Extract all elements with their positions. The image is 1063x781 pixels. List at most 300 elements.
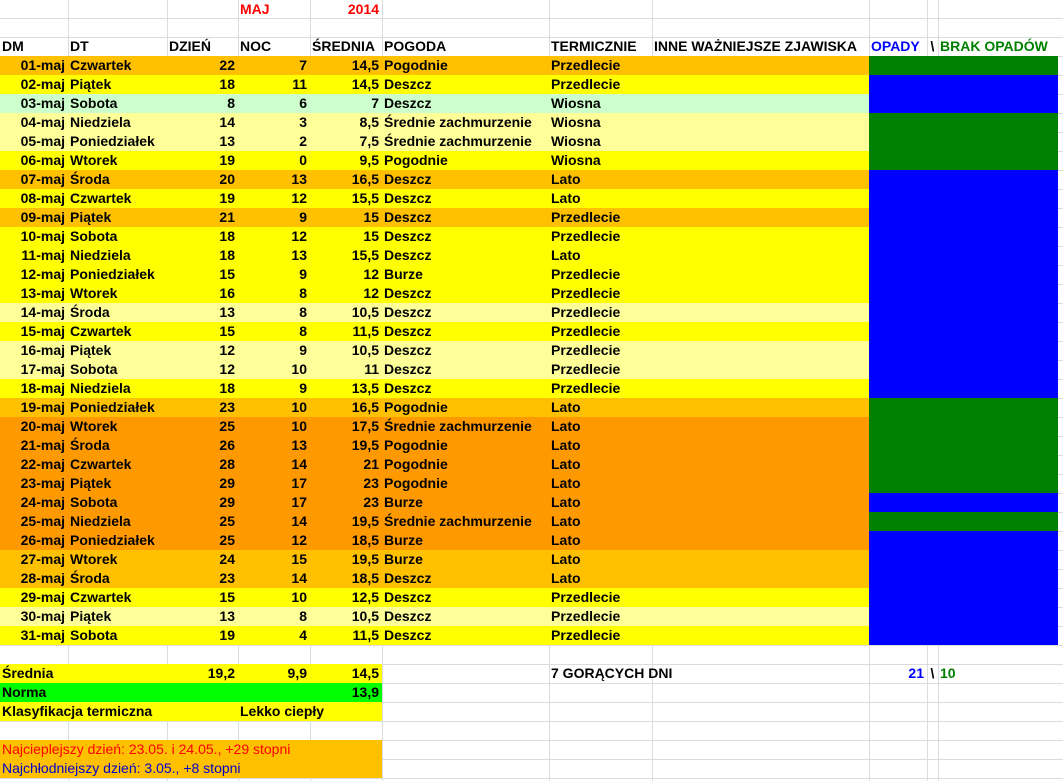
row-night-temp[interactable]: 10 — [291, 418, 307, 434]
row-date[interactable]: 21-maj — [20, 437, 65, 453]
row-day-temp[interactable]: 15 — [219, 323, 235, 339]
row-night-temp[interactable]: 8 — [299, 323, 307, 339]
row-date[interactable]: 11-maj — [21, 247, 65, 263]
table-row — [0, 246, 1063, 265]
row-weekday[interactable]: Piątek — [70, 209, 112, 225]
row-date[interactable]: 06-maj — [20, 152, 65, 168]
table-row — [0, 379, 1063, 398]
precip-indicator[interactable] — [869, 189, 1058, 208]
row-day-temp[interactable]: 29 — [219, 475, 235, 491]
row-thermal[interactable]: Lato — [551, 551, 581, 567]
hot-days-count[interactable]: 7 GORĄCYCH DNI — [551, 665, 673, 681]
table-row — [0, 284, 1063, 303]
row-date[interactable]: 17-maj — [20, 361, 65, 377]
row-thermal[interactable]: Lato — [551, 475, 581, 491]
precip-indicator[interactable] — [869, 322, 1058, 341]
row-mean-temp[interactable]: 15 — [363, 209, 379, 225]
row-date[interactable]: 22-maj — [20, 456, 65, 472]
row-weather[interactable]: Deszcz — [384, 171, 432, 187]
row-weather[interactable]: Deszcz — [384, 570, 432, 586]
row-thermal[interactable]: Lato — [551, 570, 581, 586]
table-row — [0, 626, 1063, 645]
row-mean-temp[interactable]: 15,5 — [351, 247, 379, 263]
row-day-temp[interactable]: 12 — [219, 361, 235, 377]
row-night-temp[interactable]: 9 — [299, 209, 307, 225]
row-day-temp[interactable]: 19 — [219, 627, 235, 643]
row-weekday[interactable]: Poniedziałek — [70, 133, 155, 149]
row-mean-temp[interactable]: 18,5 — [351, 570, 379, 586]
row-mean-temp[interactable]: 7 — [371, 95, 379, 111]
row-mean-temp[interactable]: 19,5 — [351, 513, 379, 529]
row-weekday[interactable]: Wtorek — [70, 285, 118, 301]
row-weekday[interactable]: Poniedziałek — [70, 266, 155, 282]
row-weather[interactable]: Średnie zachmurzenie — [384, 133, 532, 149]
row-day-temp[interactable]: 26 — [219, 437, 235, 453]
row-night-temp[interactable]: 10 — [291, 399, 307, 415]
header-row — [0, 37, 1063, 56]
precip-indicator[interactable] — [869, 303, 1058, 322]
row-date[interactable]: 23-maj — [20, 475, 65, 491]
row-weather[interactable]: Pogodnie — [384, 437, 448, 453]
row-weather[interactable]: Deszcz — [384, 95, 432, 111]
row-weekday[interactable]: Czwartek — [70, 190, 132, 206]
row-thermal[interactable]: Przedlecie — [551, 304, 621, 320]
row-weekday[interactable]: Sobota — [70, 361, 118, 377]
table-row — [0, 550, 1063, 569]
row-weather[interactable]: Deszcz — [384, 380, 432, 396]
row-date[interactable]: 12-maj — [20, 266, 65, 282]
precip-indicator[interactable] — [869, 265, 1058, 284]
row-date[interactable]: 27-maj — [20, 551, 65, 567]
row-weekday[interactable]: Środa — [70, 570, 110, 586]
row-mean-temp[interactable]: 23 — [363, 494, 379, 510]
header-termicznie[interactable]: TERMICZNIE — [551, 38, 637, 54]
header-opady[interactable]: OPADY — [871, 38, 920, 54]
row-weekday[interactable]: Wtorek — [70, 418, 118, 434]
row-thermal[interactable]: Wiosna — [551, 114, 601, 130]
row-day-temp[interactable]: 25 — [219, 513, 235, 529]
row-mean-temp[interactable]: 15 — [363, 228, 379, 244]
row-weather[interactable]: Deszcz — [384, 209, 432, 225]
row-date[interactable]: 03-maj — [20, 95, 65, 111]
row-weather[interactable]: Deszcz — [384, 228, 432, 244]
precip-indicator[interactable] — [869, 170, 1058, 189]
row-day-temp[interactable]: 16 — [219, 285, 235, 301]
row-night-temp[interactable]: 12 — [291, 228, 307, 244]
row-weekday[interactable]: Środa — [70, 437, 110, 453]
row-night-temp[interactable]: 11 — [292, 76, 307, 92]
row-thermal[interactable]: Przedlecie — [551, 228, 621, 244]
row-mean-temp[interactable]: 17,5 — [351, 418, 379, 434]
precip-indicator[interactable] — [869, 436, 1058, 455]
row-night-temp[interactable]: 0 — [299, 152, 307, 168]
row-date[interactable]: 24-maj — [20, 494, 65, 510]
row-thermal[interactable]: Przedlecie — [551, 627, 621, 643]
row-thermal[interactable]: Przedlecie — [551, 209, 621, 225]
row-thermal[interactable]: Przedlecie — [551, 323, 621, 339]
row-date[interactable]: 18-maj — [20, 380, 65, 396]
row-thermal[interactable]: Przedlecie — [551, 608, 621, 624]
norma-label[interactable]: Norma — [2, 684, 47, 700]
row-weekday[interactable]: Czwartek — [70, 456, 132, 472]
row-night-temp[interactable]: 2 — [299, 133, 307, 149]
row-thermal[interactable]: Wiosna — [551, 152, 601, 168]
precip-indicator[interactable] — [869, 493, 1058, 512]
table-row — [0, 607, 1063, 626]
row-night-temp[interactable]: 8 — [299, 285, 307, 301]
row-weekday[interactable]: Sobota — [70, 228, 118, 244]
row-weekday[interactable]: Piątek — [70, 342, 112, 358]
row-mean-temp[interactable]: 16,5 — [351, 171, 379, 187]
row-night-temp[interactable]: 14 — [291, 570, 307, 586]
row-mean-temp[interactable]: 19,5 — [351, 437, 379, 453]
row-weather[interactable]: Burze — [384, 532, 423, 548]
precip-indicator[interactable] — [869, 284, 1058, 303]
row-night-temp[interactable]: 10 — [291, 361, 307, 377]
row-weekday[interactable]: Wtorek — [70, 551, 118, 567]
row-date[interactable]: 20-maj — [20, 418, 65, 434]
row-night-temp[interactable]: 10 — [291, 589, 307, 605]
row-night-temp[interactable]: 12 — [291, 532, 307, 548]
precip-indicator[interactable] — [869, 569, 1058, 588]
row-weather[interactable]: Deszcz — [384, 342, 432, 358]
row-night-temp[interactable]: 9 — [299, 380, 307, 396]
row-night-temp[interactable]: 14 — [291, 513, 307, 529]
table-row — [0, 398, 1063, 417]
klasyfikacja-value[interactable]: Lekko ciepły — [240, 703, 325, 719]
row-date[interactable]: 07-maj — [20, 171, 65, 187]
row-night-temp[interactable]: 9 — [299, 266, 307, 282]
norma-value[interactable]: 13,9 — [351, 684, 379, 700]
precip-indicator[interactable] — [869, 379, 1058, 398]
row-weather[interactable]: Deszcz — [384, 247, 432, 263]
row-weekday[interactable]: Wtorek — [70, 152, 118, 168]
precip-indicator[interactable] — [869, 531, 1058, 550]
srednia-noc[interactable]: 9,9 — [287, 665, 307, 681]
row-weekday[interactable]: Poniedziałek — [70, 532, 155, 548]
row-date[interactable]: 29-maj — [20, 589, 65, 605]
row-weekday[interactable]: Piątek — [70, 76, 112, 92]
row-day-temp[interactable]: 18 — [219, 228, 235, 244]
row-night-temp[interactable]: 12 — [291, 190, 307, 206]
row-weather[interactable]: Deszcz — [384, 190, 432, 206]
header-noc[interactable]: NOC — [240, 38, 272, 54]
row-weather[interactable]: Deszcz — [384, 323, 432, 339]
row-date[interactable]: 15-maj — [20, 323, 65, 339]
header-pogoda[interactable]: POGODA — [384, 38, 447, 54]
row-date[interactable]: 10-maj — [20, 228, 65, 244]
precip-indicator[interactable] — [869, 113, 1058, 132]
row-mean-temp[interactable]: 12 — [363, 266, 379, 282]
row-mean-temp[interactable]: 21 — [363, 456, 379, 472]
row-day-temp[interactable]: 23 — [219, 570, 235, 586]
table-row — [0, 493, 1063, 512]
hottest-day-note[interactable]: Najcieplejszy dzień: 23.05. i 24.05., +29 stopni — [2, 741, 291, 757]
row-thermal[interactable]: Lato — [551, 171, 581, 187]
row-weather[interactable]: Deszcz — [384, 627, 432, 643]
row-thermal[interactable]: Przedlecie — [551, 361, 621, 377]
row-night-temp[interactable]: 8 — [299, 304, 307, 320]
row-weather[interactable]: Deszcz — [384, 76, 432, 92]
table-row — [0, 569, 1063, 588]
table-row — [0, 170, 1063, 189]
year-label[interactable]: 2014 — [347, 1, 379, 17]
row-weather[interactable]: Deszcz — [384, 361, 432, 377]
row-date[interactable]: 02-maj — [20, 76, 65, 92]
row-day-temp[interactable]: 29 — [219, 494, 235, 510]
table-row — [0, 588, 1063, 607]
row-thermal[interactable]: Wiosna — [551, 133, 601, 149]
row-thermal[interactable]: Przedlecie — [551, 266, 621, 282]
header-separator[interactable]: \ — [930, 38, 935, 54]
table-row — [0, 531, 1063, 550]
precip-indicator[interactable] — [869, 341, 1058, 360]
row-mean-temp[interactable]: 12,5 — [351, 589, 379, 605]
row-mean-temp[interactable]: 19,5 — [351, 551, 379, 567]
klasyfikacja-label[interactable]: Klasyfikacja termiczna — [2, 703, 153, 719]
row-mean-temp[interactable]: 16,5 — [351, 399, 379, 415]
row-mean-temp[interactable]: 15,5 — [351, 190, 379, 206]
row-date[interactable]: 16-maj — [20, 342, 65, 358]
month-label[interactable]: MAJ — [240, 1, 270, 17]
row-thermal[interactable]: Przedlecie — [551, 589, 621, 605]
header-srednia[interactable]: ŚREDNIA — [312, 38, 376, 54]
row-day-temp[interactable]: 18 — [219, 380, 235, 396]
row-weather[interactable]: Burze — [384, 266, 423, 282]
row-thermal[interactable]: Wiosna — [551, 95, 601, 111]
row-night-temp[interactable]: 17 — [291, 494, 307, 510]
row-date[interactable]: 09-maj — [20, 209, 65, 225]
row-day-temp[interactable]: 25 — [219, 532, 235, 548]
row-weather[interactable]: Deszcz — [384, 285, 432, 301]
row-thermal[interactable]: Przedlecie — [551, 57, 621, 73]
row-night-temp[interactable]: 13 — [291, 171, 307, 187]
row-mean-temp[interactable]: 14,5 — [351, 57, 379, 73]
row-weather[interactable]: Pogodnie — [384, 57, 448, 73]
row-day-temp[interactable]: 13 — [219, 304, 235, 320]
row-thermal[interactable]: Przedlecie — [551, 342, 621, 358]
precip-indicator[interactable] — [869, 417, 1058, 436]
row-weekday[interactable]: Niedziela — [70, 114, 131, 130]
row-day-temp[interactable]: 13 — [219, 133, 235, 149]
row-night-temp[interactable]: 4 — [299, 627, 307, 643]
row-day-temp[interactable]: 19 — [219, 152, 235, 168]
row-thermal[interactable]: Lato — [551, 437, 581, 453]
row-thermal[interactable]: Lato — [551, 456, 581, 472]
coldest-row — [0, 759, 1063, 778]
row-mean-temp[interactable]: 10,5 — [351, 304, 379, 320]
header-dt[interactable]: DT — [70, 38, 89, 54]
row-night-temp[interactable]: 3 — [299, 114, 307, 130]
precip-indicator[interactable] — [869, 94, 1058, 113]
precip-indicator[interactable] — [869, 588, 1058, 607]
row-weather[interactable]: Deszcz — [384, 304, 432, 320]
summary-separator[interactable]: \ — [930, 665, 935, 681]
row-mean-temp[interactable]: 11,5 — [352, 323, 379, 339]
row-date[interactable]: 19-maj — [20, 399, 65, 415]
precip-indicator[interactable] — [869, 56, 1058, 75]
summary-srednia-row — [0, 664, 1063, 683]
row-mean-temp[interactable]: 23 — [363, 475, 379, 491]
row-day-temp[interactable]: 15 — [219, 589, 235, 605]
row-night-temp[interactable]: 6 — [299, 95, 307, 111]
row-night-temp[interactable]: 8 — [299, 608, 307, 624]
table-row — [0, 113, 1063, 132]
row-mean-temp[interactable]: 13,5 — [351, 380, 379, 396]
row-thermal[interactable]: Lato — [551, 190, 581, 206]
row-weekday[interactable]: Sobota — [70, 627, 118, 643]
row-weekday[interactable]: Piątek — [70, 475, 112, 491]
table-row — [0, 436, 1063, 455]
row-date[interactable]: 30-maj — [20, 608, 65, 624]
precip-indicator[interactable] — [869, 246, 1058, 265]
precip-indicator[interactable] — [869, 607, 1058, 626]
precip-indicator[interactable] — [869, 360, 1058, 379]
row-date[interactable]: 25-maj — [20, 513, 65, 529]
row-weather[interactable]: Pogodnie — [384, 475, 448, 491]
row-weekday[interactable]: Czwartek — [70, 57, 132, 73]
row-weekday[interactable]: Poniedziałek — [70, 399, 155, 415]
table-row — [0, 322, 1063, 341]
row-night-temp[interactable]: 14 — [291, 456, 307, 472]
row-mean-temp[interactable]: 8,5 — [359, 114, 379, 130]
row-mean-temp[interactable]: 18,5 — [351, 532, 379, 548]
row-night-temp[interactable]: 15 — [291, 551, 307, 567]
row-thermal[interactable]: Lato — [551, 532, 581, 548]
row-night-temp[interactable]: 13 — [291, 437, 307, 453]
row-thermal[interactable]: Przedlecie — [551, 76, 621, 92]
row-thermal[interactable]: Przedlecie — [551, 285, 621, 301]
row-mean-temp[interactable]: 7,5 — [359, 133, 379, 149]
row-night-temp[interactable]: 7 — [299, 57, 307, 73]
row-weather[interactable]: Pogodnie — [384, 399, 448, 415]
row-weather[interactable]: Deszcz — [384, 608, 432, 624]
row-day-temp[interactable]: 20 — [219, 171, 235, 187]
row-weather[interactable]: Średnie zachmurzenie — [384, 114, 532, 130]
row-night-temp[interactable]: 17 — [291, 475, 307, 491]
row-weekday[interactable]: Niedziela — [70, 513, 131, 529]
row-date[interactable]: 01-maj — [20, 57, 65, 73]
table-row — [0, 151, 1063, 170]
row-weather[interactable]: Pogodnie — [384, 152, 448, 168]
row-weather[interactable]: Średnie zachmurzenie — [384, 513, 532, 529]
precip-indicator[interactable] — [869, 474, 1058, 493]
precip-indicator[interactable] — [869, 227, 1058, 246]
srednia-label[interactable]: Średnia — [2, 665, 54, 681]
row-day-temp[interactable]: 25 — [219, 418, 235, 434]
row-date[interactable]: 05-maj — [20, 133, 65, 149]
row-weekday[interactable]: Czwartek — [70, 323, 132, 339]
row-weekday[interactable]: Sobota — [70, 95, 118, 111]
row-weather[interactable]: Pogodnie — [384, 456, 448, 472]
row-day-temp[interactable]: 12 — [219, 342, 235, 358]
row-thermal[interactable]: Lato — [551, 247, 581, 263]
row-weekday[interactable]: Niedziela — [70, 380, 131, 396]
row-day-temp[interactable]: 8 — [227, 95, 235, 111]
precip-indicator[interactable] — [869, 550, 1058, 569]
row-night-temp[interactable]: 13 — [291, 247, 307, 263]
summary-norma-row — [0, 683, 1063, 702]
row-day-temp[interactable]: 14 — [219, 114, 235, 130]
header-inne[interactable]: INNE WAŻNIEJSZE ZJAWISKA — [654, 38, 858, 54]
row-day-temp[interactable]: 24 — [219, 551, 235, 567]
row-mean-temp[interactable]: 12 — [363, 285, 379, 301]
table-row — [0, 132, 1063, 151]
row-thermal[interactable]: Lato — [551, 494, 581, 510]
row-mean-temp[interactable]: 14,5 — [351, 76, 379, 92]
row-date[interactable]: 13-maj — [20, 285, 65, 301]
row-weekday[interactable]: Niedziela — [70, 247, 131, 263]
row-weekday[interactable]: Środa — [70, 304, 110, 320]
precip-indicator[interactable] — [869, 208, 1058, 227]
table-row — [0, 455, 1063, 474]
row-date[interactable]: 04-maj — [20, 114, 65, 130]
header-brak[interactable]: BRAK OPADÓW — [940, 38, 1048, 54]
row-day-temp[interactable]: 22 — [219, 57, 235, 73]
row-thermal[interactable]: Lato — [551, 513, 581, 529]
precip-indicator[interactable] — [869, 626, 1058, 645]
row-weather[interactable]: Burze — [384, 494, 423, 510]
row-thermal[interactable]: Przedlecie — [551, 380, 621, 396]
row-mean-temp[interactable]: 11 — [364, 361, 379, 377]
row-weekday[interactable]: Piątek — [70, 608, 112, 624]
row-night-temp[interactable]: 9 — [299, 342, 307, 358]
row-day-temp[interactable]: 15 — [219, 266, 235, 282]
row-day-temp[interactable]: 13 — [219, 608, 235, 624]
precip-days-count[interactable]: 21 — [908, 665, 924, 681]
srednia-value[interactable]: 14,5 — [351, 665, 379, 681]
precip-indicator[interactable] — [869, 151, 1058, 170]
row-thermal[interactable]: Lato — [551, 418, 581, 434]
precip-indicator[interactable] — [869, 132, 1058, 151]
row-day-temp[interactable]: 19 — [219, 190, 235, 206]
row-day-temp[interactable]: 23 — [219, 399, 235, 415]
row-weekday[interactable]: Sobota — [70, 494, 118, 510]
row-weather[interactable]: Deszcz — [384, 589, 432, 605]
row-weekday[interactable]: Środa — [70, 171, 110, 187]
row-date[interactable]: 08-maj — [20, 190, 65, 206]
row-date[interactable]: 14-maj — [20, 304, 65, 320]
precip-indicator[interactable] — [869, 455, 1058, 474]
header-dm[interactable]: DM — [2, 38, 24, 54]
row-mean-temp[interactable]: 10,5 — [351, 608, 379, 624]
row-day-temp[interactable]: 18 — [219, 76, 235, 92]
row-date[interactable]: 26-maj — [20, 532, 65, 548]
row-mean-temp[interactable]: 11,5 — [352, 627, 379, 643]
table-row — [0, 474, 1063, 493]
precip-indicator[interactable] — [869, 398, 1058, 417]
precip-indicator[interactable] — [869, 512, 1058, 531]
row-date[interactable]: 28-maj — [20, 570, 65, 586]
dry-days-count[interactable]: 10 — [940, 665, 956, 681]
precip-indicator[interactable] — [869, 75, 1058, 94]
header-dzien[interactable]: DZIEŃ — [169, 38, 211, 54]
gridline-h — [0, 721, 1063, 722]
row-date[interactable]: 31-maj — [20, 627, 65, 643]
row-weather[interactable]: Burze — [384, 551, 423, 567]
row-thermal[interactable]: Lato — [551, 399, 581, 415]
row-weather[interactable]: Średnie zachmurzenie — [384, 418, 532, 434]
srednia-dzien[interactable]: 19,2 — [207, 665, 235, 681]
row-day-temp[interactable]: 18 — [219, 247, 235, 263]
table-row — [0, 265, 1063, 284]
row-day-temp[interactable]: 28 — [219, 456, 235, 472]
coldest-day-note[interactable]: Najchłodniejszy dzień: 3.05., +8 stopni — [2, 760, 241, 776]
row-weekday[interactable]: Czwartek — [70, 589, 132, 605]
row-mean-temp[interactable]: 9,5 — [359, 152, 379, 168]
row-mean-temp[interactable]: 10,5 — [351, 342, 379, 358]
row-day-temp[interactable]: 21 — [219, 209, 235, 225]
